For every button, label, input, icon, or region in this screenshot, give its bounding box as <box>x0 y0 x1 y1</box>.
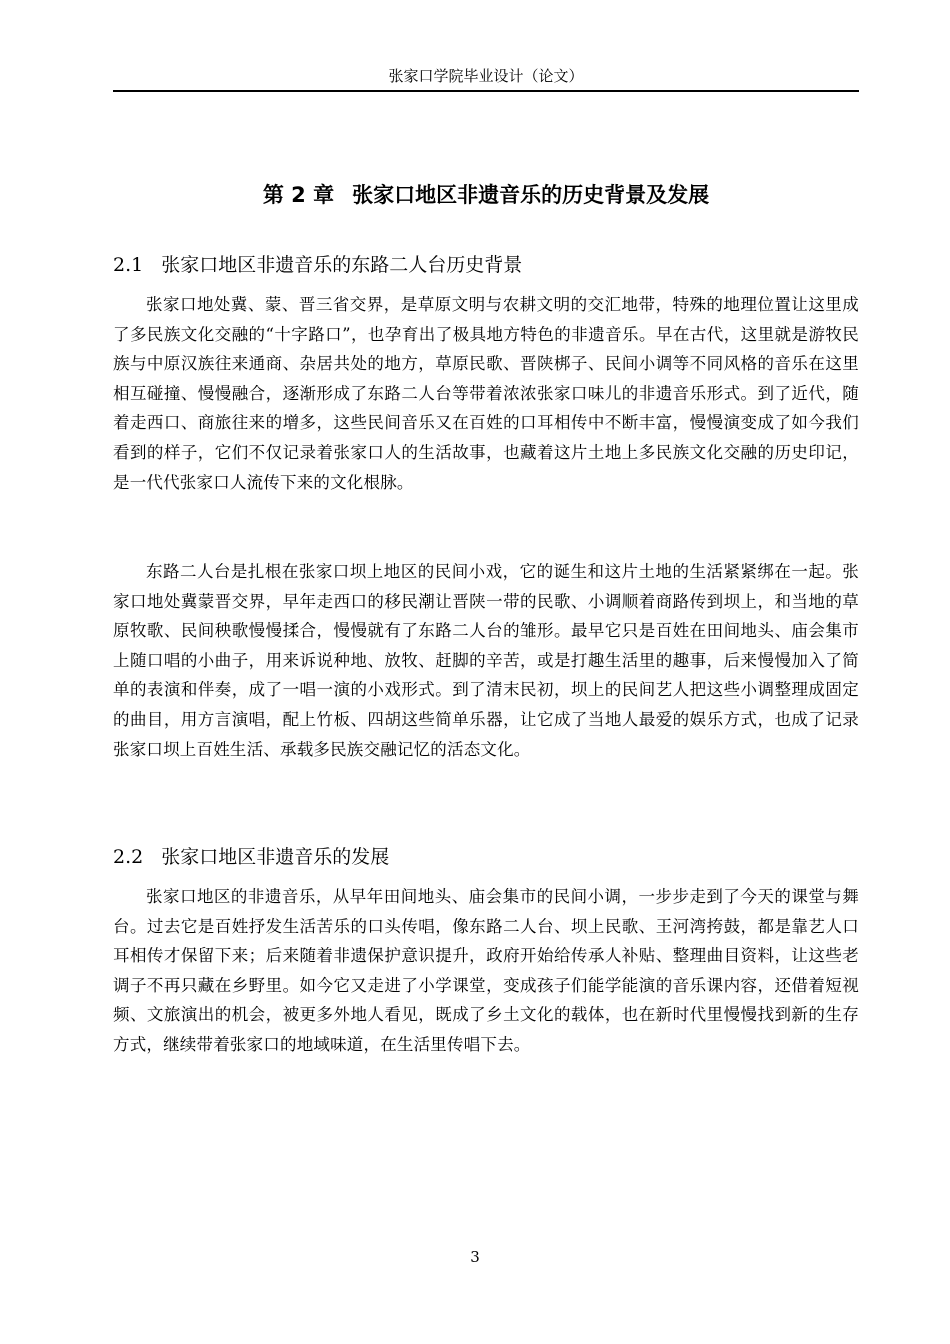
body-paragraph: 东路二人台是扎根在张家口坝上地区的民间小戏，它的诞生和这片土地的生活紧紧绑在一起。张家口地处冀蒙晋交界，早年走西口的移民潮让晋陕一带的民歌、小调顺着商路传到坝上，和当地的草原牧歌、民间秧歌慢慢揉合，慢慢就有了东路二人台的雏形。最早它只是百姓在田间地头、庙会集市上随口唱的小曲子，用来诉说种地、放牧、赶脚的辛苦，或是打趣生活里的趣事，后来慢慢加入了简单的表演和伴奏，成了一唱一演的小戏形式。到了清末民初，坝上的民间艺人把这些小调整理成固定的曲目，用方言演唱，配上竹板、四胡这些简单乐器，让它成了当地人最爱的娱乐方式，也成了记录张家口坝上百姓生活、承载多民族交融记忆的活态文化。 <box>113 562 859 759</box>
section-title: 张家口地区非遗音乐的发展 <box>161 846 390 868</box>
section-number: 2.1 <box>113 254 144 276</box>
chapter-title-text: 张家口地区非遗音乐的历史背景及发展 <box>352 183 710 207</box>
section-title: 张家口地区非遗音乐的东路二人台历史背景 <box>161 254 523 276</box>
header-title: 张家口学院毕业设计（论文） <box>388 67 584 85</box>
body-paragraph: 张家口地区的非遗音乐，从早年田间地头、庙会集市的民间小调，一步步走到了今天的课堂与舞台。过去它是百姓抒发生活苦乐的口头传唱，像东路二人台、坝上民歌、王河湾挎鼓，都是靠艺人口耳相传才保留下来；后来随着非遗保护意识提升，政府开始给传承人补贴、整理曲目资料，让这些老调子不再只藏在乡野里。如今它又走进了小学课堂，变成孩子们能学能演的音乐课内容，还借着短视频、文旅演出的机会，被更多外地人看见，既成了乡土文化的载体，也在新时代里慢慢找到新的生存方式，继续带着张家口的地域味道，在生活里传唱下去。 <box>113 887 859 1054</box>
section-number: 2.2 <box>113 846 144 868</box>
section-heading-2-2 <box>113 842 859 872</box>
section-heading-2-1 <box>113 250 859 280</box>
chapter-title <box>113 177 859 213</box>
running-header <box>113 64 859 92</box>
chapter-number: 第 2 章 <box>262 183 335 207</box>
body-paragraph: 张家口地处冀、蒙、晋三省交界，是草原文明与农耕文明的交汇地带，特殊的地理位置让这里成了多民族文化交融的“十字路口”，也孕育出了极具地方特色的非遗音乐。早在古代，这里就是游牧民族与中原汉族往来通商、杂居共处的地方，草原民歌、晋陕梆子、民间小调等不同风格的音乐在这里相互碰撞、慢慢融合，逐渐形成了东路二人台等带着浓浓张家口味儿的非遗音乐形式。到了近代，随着走西口、商旅往来的增多，这些民间音乐又在百姓的口耳相传中不断丰富，慢慢演变成了如今我们看到的样子，它们不仅记录着张家口人的生活故事，也藏着这片土地上多民族文化交融的历史印记，是一代代张家口人流传下来的文化根脉。 <box>113 295 859 492</box>
page-number: 3 <box>470 1248 480 1266</box>
